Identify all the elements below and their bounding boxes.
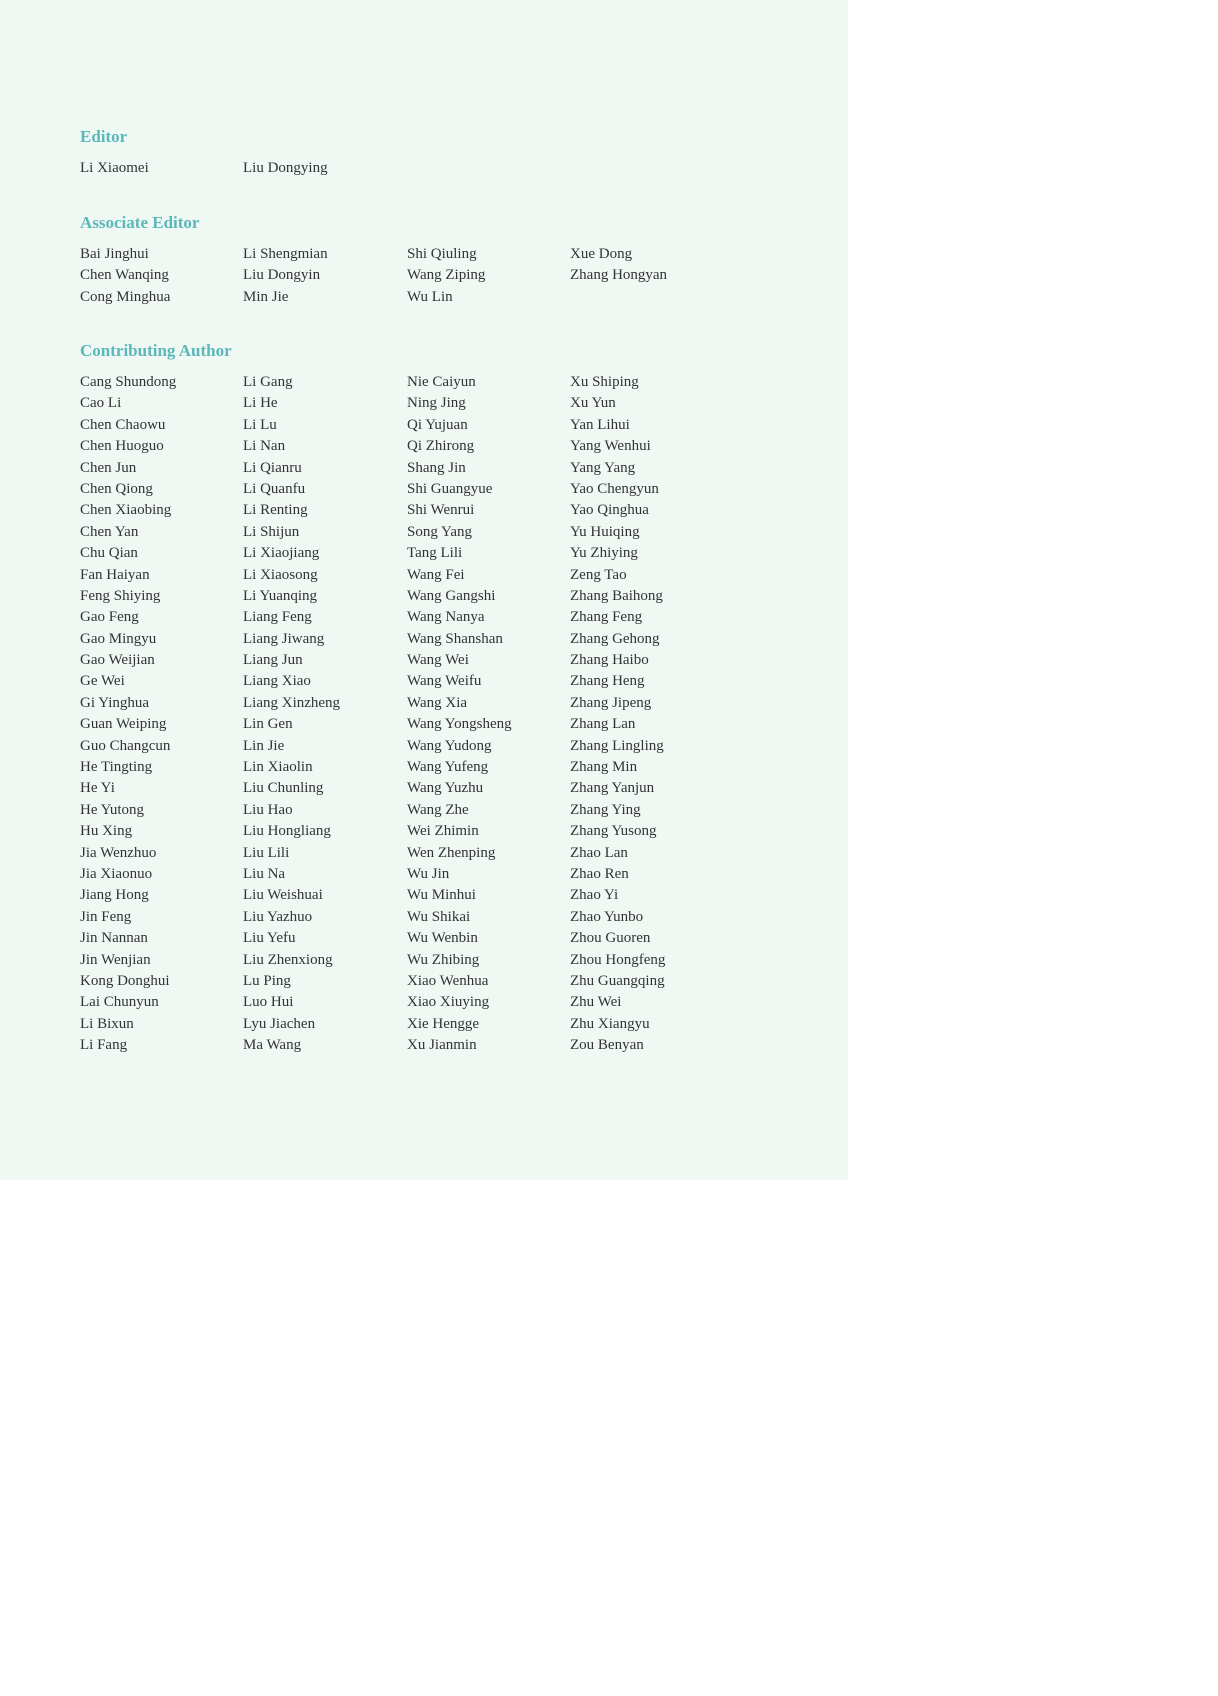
name-entry: Zhang Haibo — [570, 652, 649, 669]
name-entry: Liang Jun — [243, 652, 303, 669]
name-entry: He Yi — [80, 780, 115, 797]
name-entry: Zhang Feng — [570, 609, 643, 626]
name-entry: Qi Yujuan — [407, 416, 468, 433]
name-entry: Lai Chunyun — [80, 994, 159, 1011]
name-entry: Li Yuanqing — [243, 587, 318, 604]
name-entry: Zhang Lan — [570, 716, 636, 733]
name-entry: Xiao Wenhua — [407, 972, 489, 989]
name-entry: Lin Gen — [243, 716, 293, 733]
name-entry: Zhang Jipeng — [570, 694, 652, 711]
name-entry: Nie Caiyun — [407, 374, 476, 390]
name-entry: Kong Donghui — [80, 972, 170, 989]
name-entry: Wang Nanya — [407, 609, 485, 626]
name-entry: Li Nan — [243, 438, 286, 455]
name-entry: Yan Lihui — [570, 416, 630, 433]
name-entry: Qi Zhirong — [407, 438, 475, 455]
name-entry: Chen Jun — [80, 459, 137, 476]
name-entry: Liu Dongyin — [243, 267, 321, 284]
name-entry: Gao Feng — [80, 609, 139, 626]
name-entry: Li Gang — [243, 374, 293, 390]
name-entry: Wu Lin — [407, 288, 453, 305]
name-entry: Guo Changcun — [80, 737, 171, 754]
name-entry: Zhao Lan — [570, 844, 628, 861]
editor-section — [80, 126, 780, 179]
name-entry: Wang Yudong — [407, 737, 492, 754]
name-entry: Yao Qinghua — [570, 502, 649, 519]
name-entry: Fan Haiyan — [80, 566, 150, 583]
name-entry: Shi Wenrui — [407, 502, 475, 519]
name-entry: Wang Yongsheng — [407, 716, 512, 733]
name-entry: Wu Shikai — [407, 908, 471, 925]
name-entry: Bai Jinghui — [80, 246, 149, 262]
name-entry: Li Xiaomei — [80, 160, 149, 176]
name-entry: Zhang Min — [570, 759, 638, 776]
name-entry: Liu Zhenxiong — [243, 951, 333, 968]
name-entry: Shang Jin — [407, 459, 466, 476]
name-entry: Wang Yuzhu — [407, 780, 484, 797]
name-entry: Chen Huoguo — [80, 438, 164, 455]
name-entry: Li Fang — [80, 1037, 128, 1054]
name-entry: Li Xiaojiang — [243, 545, 320, 562]
name-entry: Lin Jie — [243, 737, 285, 754]
name-entry: Zeng Tao — [570, 566, 627, 583]
name-entry: Liu Lili — [243, 844, 290, 861]
name-entry: Li Lu — [243, 416, 277, 433]
name-entry: Liang Feng — [243, 609, 312, 626]
name-entry: Chen Qiong — [80, 480, 153, 497]
name-entry: Wang Yufeng — [407, 759, 489, 776]
name-entry: Li Quanfu — [243, 480, 306, 497]
name-entry: Zhang Ying — [570, 801, 641, 818]
name-entry: Ma Wang — [243, 1037, 302, 1054]
name-entry: Li Shengmian — [243, 246, 328, 262]
name-entry: Min Jie — [243, 288, 289, 305]
name-entry: Li Qianru — [243, 459, 302, 476]
name-entry: Jin Feng — [80, 908, 132, 925]
contributing-author-section — [80, 340, 780, 1057]
name-grid-editor — [80, 158, 780, 179]
associate-editor-section — [80, 212, 780, 308]
name-entry: Wang Xia — [407, 694, 468, 711]
name-entry: Liang Jiwang — [243, 630, 325, 647]
name-entry: Chen Yan — [80, 523, 139, 540]
name-entry: Ge Wei — [80, 673, 125, 690]
name-entry: Li He — [243, 395, 278, 412]
section-title-contributing-author: Contributing Author — [80, 341, 232, 360]
name-entry: Wang Wei — [407, 652, 469, 669]
name-entry: Liu Yazhuo — [243, 908, 313, 925]
name-entry: Jin Wenjian — [80, 951, 151, 968]
name-entry: Chu Qian — [80, 545, 138, 562]
name-entry: Shi Guangyue — [407, 480, 493, 497]
name-entry: Gao Weijian — [80, 652, 155, 669]
name-entry: Xie Hengge — [407, 1015, 480, 1032]
name-entry: Zhang Hongyan — [570, 267, 668, 284]
name-entry: Zhang Heng — [570, 673, 645, 690]
name-entry: Wu Minhui — [407, 887, 476, 904]
name-entry: Xu Shiping — [570, 374, 639, 390]
name-entry: Zhao Yi — [570, 887, 619, 904]
name-entry: Liu Dongying — [243, 160, 328, 176]
name-entry: Wang Gangshi — [407, 587, 496, 604]
name-entry: Zhu Guangqing — [570, 972, 665, 989]
name-entry: Chen Xiaobing — [80, 502, 172, 519]
name-entry: Wen Zhenping — [407, 844, 496, 861]
name-entry: Zhang Lingling — [570, 737, 664, 754]
name-entry: Chen Wanqing — [80, 267, 169, 284]
name-grid-contributing-author — [80, 372, 780, 1057]
name-entry: Chen Chaowu — [80, 416, 166, 433]
name-entry: Shi Qiuling — [407, 246, 477, 262]
name-entry: Xiao Xiuying — [407, 994, 490, 1011]
name-entry: Zhang Yanjun — [570, 780, 655, 797]
name-entry: Jia Wenzhuo — [80, 844, 157, 861]
name-entry: Liu Weishuai — [243, 887, 323, 904]
name-entry: Zhao Ren — [570, 865, 629, 882]
name-entry: Lu Ping — [243, 972, 291, 989]
name-entry: Liu Chunling — [243, 780, 324, 797]
name-entry: Xue Dong — [570, 246, 633, 262]
name-entry: Hu Xing — [80, 823, 133, 840]
name-entry: Yu Huiqing — [570, 523, 640, 540]
name-entry: Cao Li — [80, 395, 122, 412]
name-entry: Wang Zhe — [407, 801, 469, 818]
page-panel — [0, 0, 848, 1180]
name-entry: Jia Xiaonuo — [80, 865, 153, 882]
name-entry: Li Shijun — [243, 523, 300, 540]
name-entry: Wu Wenbin — [407, 930, 478, 947]
name-entry: Guan Weiping — [80, 716, 167, 733]
name-entry: Li Bixun — [80, 1015, 134, 1032]
name-entry: Liu Hongliang — [243, 823, 331, 840]
name-entry: Yang Yang — [570, 459, 636, 476]
name-entry: Wang Ziping — [407, 267, 486, 284]
name-entry: Wu Jin — [407, 865, 450, 882]
name-entry: Wu Zhibing — [407, 951, 480, 968]
name-entry: Lyu Jiachen — [243, 1015, 316, 1032]
name-entry: Tang Lili — [407, 545, 463, 562]
section-title-editor: Editor — [80, 127, 128, 146]
name-entry: Zou Benyan — [570, 1037, 644, 1054]
name-entry: Jiang Hong — [80, 887, 149, 904]
name-entry: Cong Minghua — [80, 288, 171, 305]
name-entry: Zhou Hongfeng — [570, 951, 666, 968]
name-entry: Xu Jianmin — [407, 1037, 477, 1054]
name-entry: Zhou Guoren — [570, 930, 651, 947]
name-entry: Li Xiaosong — [243, 566, 318, 583]
name-entry: Zhang Baihong — [570, 587, 663, 604]
name-entry: Luo Hui — [243, 994, 294, 1011]
name-entry: Zhao Yunbo — [570, 908, 644, 925]
section-title-associate-editor: Associate Editor — [80, 213, 200, 232]
name-entry: Lin Xiaolin — [243, 759, 313, 776]
name-entry: Jin Nannan — [80, 930, 148, 947]
name-entry: Zhang Gehong — [570, 630, 660, 647]
name-entry: He Tingting — [80, 759, 153, 776]
name-entry: Wei Zhimin — [407, 823, 479, 840]
name-entry: Zhu Wei — [570, 994, 622, 1011]
name-entry: Ning Jing — [407, 395, 466, 412]
name-entry: He Yutong — [80, 801, 145, 818]
name-entry: Zhang Yusong — [570, 823, 657, 840]
name-entry: Wang Fei — [407, 566, 465, 583]
name-entry: Liu Yefu — [243, 930, 296, 947]
name-entry: Yang Wenhui — [570, 438, 651, 455]
name-entry: Wang Shanshan — [407, 630, 503, 647]
name-entry: Li Renting — [243, 502, 308, 519]
name-entry: Feng Shiying — [80, 587, 161, 604]
name-entry: Song Yang — [407, 523, 473, 540]
name-entry: Liu Na — [243, 865, 286, 882]
name-entry: Liu Hao — [243, 801, 293, 818]
name-entry: Wang Weifu — [407, 673, 482, 690]
name-entry: Yu Zhiying — [570, 545, 638, 562]
name-grid-associate-editor — [80, 244, 780, 308]
name-entry: Yao Chengyun — [570, 480, 659, 497]
name-entry: Zhu Xiangyu — [570, 1015, 650, 1032]
name-entry: Gao Mingyu — [80, 630, 157, 647]
name-entry: Liang Xinzheng — [243, 694, 341, 711]
name-entry: Gi Yinghua — [80, 694, 150, 711]
name-entry: Liang Xiao — [243, 673, 311, 690]
name-entry: Xu Yun — [570, 395, 616, 412]
name-entry: Cang Shundong — [80, 374, 177, 390]
